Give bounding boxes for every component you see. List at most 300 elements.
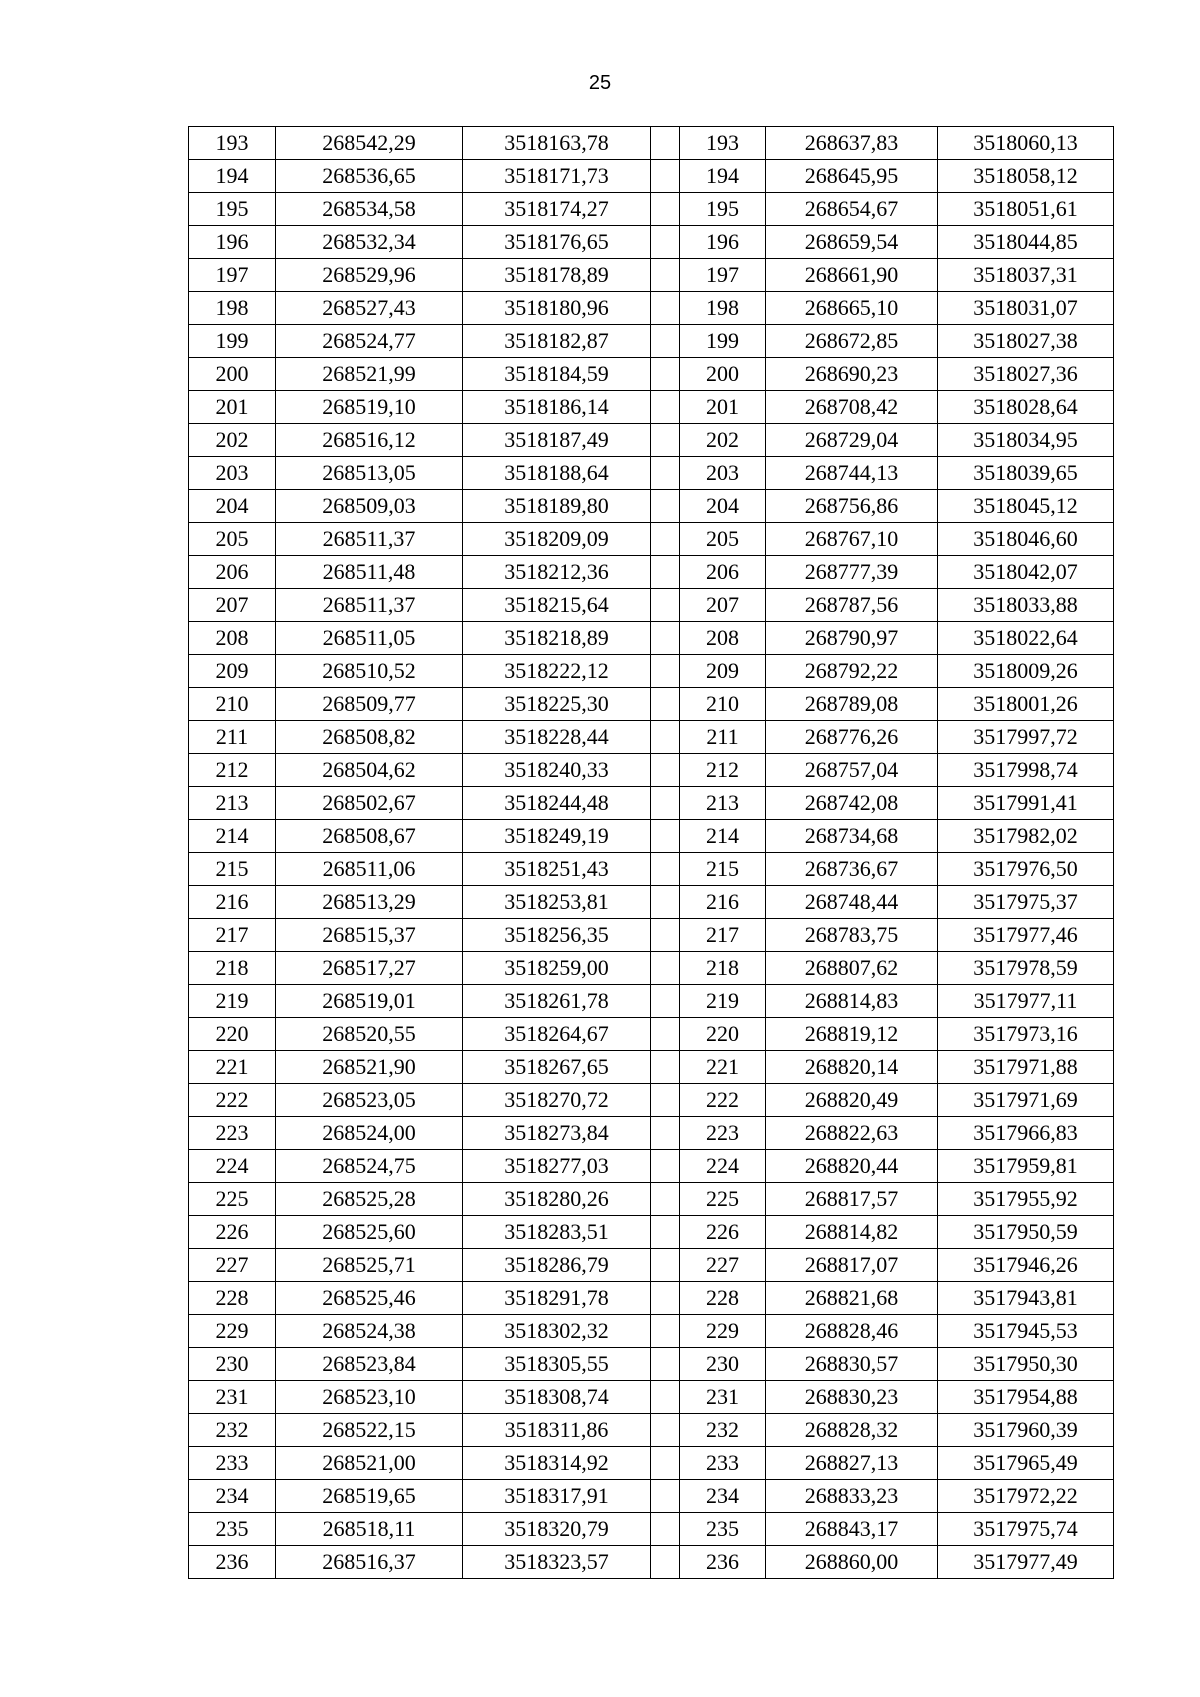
y-coordinate-right: 3517977,11 [938,985,1114,1018]
table-row [189,787,1114,820]
x-coordinate-left: 268522,15 [276,1414,463,1447]
y-coordinate-right: 3517982,02 [938,820,1114,853]
separator-cell [651,1315,680,1348]
point-number-right: 231 [680,1381,766,1414]
x-coordinate-right: 268756,86 [766,490,938,523]
x-coordinate-left: 268508,67 [276,820,463,853]
table-row [189,391,1114,424]
y-coordinate-right: 3518022,64 [938,622,1114,655]
y-coordinate-left: 3518256,35 [463,919,651,952]
x-coordinate-right: 268776,26 [766,721,938,754]
x-coordinate-left: 268509,77 [276,688,463,721]
table-row [189,1150,1114,1183]
y-coordinate-right: 3518044,85 [938,226,1114,259]
y-coordinate-right: 3517972,22 [938,1480,1114,1513]
x-coordinate-left: 268519,10 [276,391,463,424]
x-coordinate-right: 268820,14 [766,1051,938,1084]
x-coordinate-left: 268504,62 [276,754,463,787]
x-coordinate-left: 268525,71 [276,1249,463,1282]
x-coordinate-right: 268827,13 [766,1447,938,1480]
x-coordinate-left: 268525,46 [276,1282,463,1315]
separator-cell [651,754,680,787]
x-coordinate-left: 268525,28 [276,1183,463,1216]
separator-cell [651,1018,680,1051]
point-number-right: 235 [680,1513,766,1546]
table-row [189,919,1114,952]
point-number-left: 202 [189,424,276,457]
x-coordinate-left: 268534,58 [276,193,463,226]
x-coordinate-right: 268729,04 [766,424,938,457]
separator-cell [651,1216,680,1249]
x-coordinate-right: 268654,67 [766,193,938,226]
point-number-left: 222 [189,1084,276,1117]
y-coordinate-right: 3517950,59 [938,1216,1114,1249]
y-coordinate-right: 3517965,49 [938,1447,1114,1480]
table-row [189,1183,1114,1216]
y-coordinate-right: 3518028,64 [938,391,1114,424]
point-number-left: 204 [189,490,276,523]
table-row [189,226,1114,259]
table-row [189,1117,1114,1150]
y-coordinate-right: 3518060,13 [938,127,1114,160]
point-number-right: 193 [680,127,766,160]
point-number-right: 232 [680,1414,766,1447]
separator-cell [651,886,680,919]
y-coordinate-right: 3517975,37 [938,886,1114,919]
point-number-left: 236 [189,1546,276,1579]
point-number-right: 223 [680,1117,766,1150]
x-coordinate-left: 268513,05 [276,457,463,490]
x-coordinate-right: 268790,97 [766,622,938,655]
y-coordinate-left: 3518228,44 [463,721,651,754]
x-coordinate-right: 268742,08 [766,787,938,820]
point-number-left: 193 [189,127,276,160]
table-row [189,622,1114,655]
point-number-right: 215 [680,853,766,886]
x-coordinate-right: 268821,68 [766,1282,938,1315]
table-row [189,1249,1114,1282]
separator-cell [651,952,680,985]
y-coordinate-right: 3517976,50 [938,853,1114,886]
x-coordinate-left: 268529,96 [276,259,463,292]
point-number-right: 221 [680,1051,766,1084]
separator-cell [651,523,680,556]
point-number-right: 196 [680,226,766,259]
separator-cell [651,820,680,853]
table-row [189,886,1114,919]
y-coordinate-left: 3518277,03 [463,1150,651,1183]
y-coordinate-left: 3518253,81 [463,886,651,919]
y-coordinate-right: 3518046,60 [938,523,1114,556]
separator-cell [651,589,680,622]
y-coordinate-left: 3518273,84 [463,1117,651,1150]
point-number-right: 206 [680,556,766,589]
y-coordinate-right: 3518034,95 [938,424,1114,457]
y-coordinate-left: 3518311,86 [463,1414,651,1447]
separator-cell [651,1546,680,1579]
point-number-left: 209 [189,655,276,688]
y-coordinate-left: 3518323,57 [463,1546,651,1579]
point-number-right: 204 [680,490,766,523]
y-coordinate-left: 3518171,73 [463,160,651,193]
x-coordinate-right: 268817,07 [766,1249,938,1282]
separator-cell [651,556,680,589]
table-row [189,127,1114,160]
y-coordinate-right: 3517991,41 [938,787,1114,820]
point-number-right: 202 [680,424,766,457]
point-number-left: 211 [189,721,276,754]
table-row [189,358,1114,391]
table-row [189,457,1114,490]
x-coordinate-right: 268777,39 [766,556,938,589]
y-coordinate-left: 3518174,27 [463,193,651,226]
x-coordinate-left: 268511,05 [276,622,463,655]
x-coordinate-left: 268523,10 [276,1381,463,1414]
x-coordinate-right: 268659,54 [766,226,938,259]
point-number-right: 217 [680,919,766,952]
y-coordinate-right: 3517943,81 [938,1282,1114,1315]
y-coordinate-right: 3518051,61 [938,193,1114,226]
x-coordinate-right: 268672,85 [766,325,938,358]
x-coordinate-right: 268787,56 [766,589,938,622]
point-number-left: 205 [189,523,276,556]
table-row [189,1513,1114,1546]
x-coordinate-left: 268523,84 [276,1348,463,1381]
point-number-right: 195 [680,193,766,226]
table-row [189,820,1114,853]
separator-cell [651,622,680,655]
x-coordinate-right: 268820,49 [766,1084,938,1117]
x-coordinate-left: 268532,34 [276,226,463,259]
separator-cell [651,391,680,424]
y-coordinate-right: 3518009,26 [938,655,1114,688]
y-coordinate-left: 3518187,49 [463,424,651,457]
point-number-right: 208 [680,622,766,655]
separator-cell [651,193,680,226]
table-row [189,655,1114,688]
x-coordinate-left: 268524,00 [276,1117,463,1150]
x-coordinate-left: 268542,29 [276,127,463,160]
x-coordinate-right: 268783,75 [766,919,938,952]
point-number-right: 211 [680,721,766,754]
point-number-right: 234 [680,1480,766,1513]
point-number-left: 230 [189,1348,276,1381]
table-row [189,688,1114,721]
separator-cell [651,1348,680,1381]
x-coordinate-left: 268520,55 [276,1018,463,1051]
separator-cell [651,688,680,721]
x-coordinate-right: 268734,68 [766,820,938,853]
y-coordinate-left: 3518244,48 [463,787,651,820]
y-coordinate-left: 3518283,51 [463,1216,651,1249]
point-number-left: 210 [189,688,276,721]
x-coordinate-left: 268510,52 [276,655,463,688]
y-coordinate-left: 3518215,64 [463,589,651,622]
table-row [189,1282,1114,1315]
y-coordinate-right: 3518042,07 [938,556,1114,589]
separator-cell [651,1150,680,1183]
x-coordinate-left: 268516,37 [276,1546,463,1579]
x-coordinate-left: 268511,48 [276,556,463,589]
point-number-left: 220 [189,1018,276,1051]
y-coordinate-left: 3518302,32 [463,1315,651,1348]
x-coordinate-left: 268516,12 [276,424,463,457]
y-coordinate-right: 3517997,72 [938,721,1114,754]
table-row [189,325,1114,358]
table-row [189,1051,1114,1084]
x-coordinate-right: 268789,08 [766,688,938,721]
y-coordinate-right: 3518027,38 [938,325,1114,358]
x-coordinate-right: 268792,22 [766,655,938,688]
point-number-right: 198 [680,292,766,325]
separator-cell [651,1117,680,1150]
separator-cell [651,1282,680,1315]
y-coordinate-left: 3518317,91 [463,1480,651,1513]
y-coordinate-right: 3517977,46 [938,919,1114,952]
x-coordinate-left: 268502,67 [276,787,463,820]
table-row [189,589,1114,622]
y-coordinate-left: 3518286,79 [463,1249,651,1282]
table-row [189,193,1114,226]
table-row [189,1480,1114,1513]
x-coordinate-right: 268814,83 [766,985,938,1018]
point-number-left: 207 [189,589,276,622]
table-row [189,952,1114,985]
point-number-left: 228 [189,1282,276,1315]
point-number-left: 225 [189,1183,276,1216]
point-number-left: 219 [189,985,276,1018]
y-coordinate-right: 3518058,12 [938,160,1114,193]
point-number-right: 194 [680,160,766,193]
y-coordinate-right: 3518001,26 [938,688,1114,721]
separator-cell [651,853,680,886]
point-number-right: 218 [680,952,766,985]
separator-cell [651,160,680,193]
table-row [189,1414,1114,1447]
point-number-left: 215 [189,853,276,886]
x-coordinate-left: 268517,27 [276,952,463,985]
separator-cell [651,1447,680,1480]
separator-cell [651,259,680,292]
point-number-left: 232 [189,1414,276,1447]
x-coordinate-left: 268525,60 [276,1216,463,1249]
point-number-left: 206 [189,556,276,589]
x-coordinate-right: 268645,95 [766,160,938,193]
table-row [189,754,1114,787]
point-number-left: 217 [189,919,276,952]
x-coordinate-right: 268843,17 [766,1513,938,1546]
point-number-left: 200 [189,358,276,391]
y-coordinate-left: 3518280,26 [463,1183,651,1216]
table-row [189,721,1114,754]
y-coordinate-left: 3518176,65 [463,226,651,259]
table-row [189,160,1114,193]
y-coordinate-right: 3518039,65 [938,457,1114,490]
point-number-right: 214 [680,820,766,853]
point-number-right: 197 [680,259,766,292]
x-coordinate-left: 268521,00 [276,1447,463,1480]
y-coordinate-left: 3518184,59 [463,358,651,391]
y-coordinate-left: 3518209,09 [463,523,651,556]
y-coordinate-left: 3518218,89 [463,622,651,655]
point-number-right: 201 [680,391,766,424]
x-coordinate-left: 268521,99 [276,358,463,391]
separator-cell [651,985,680,1018]
x-coordinate-right: 268828,46 [766,1315,938,1348]
y-coordinate-left: 3518249,19 [463,820,651,853]
table-row [189,985,1114,1018]
coordinates-table-body [189,127,1114,1579]
separator-cell [651,1381,680,1414]
x-coordinate-left: 268511,06 [276,853,463,886]
x-coordinate-left: 268536,65 [276,160,463,193]
separator-cell [651,226,680,259]
point-number-right: 216 [680,886,766,919]
point-number-left: 201 [189,391,276,424]
table-row [189,259,1114,292]
table-row [189,1315,1114,1348]
x-coordinate-right: 268814,82 [766,1216,938,1249]
x-coordinate-right: 268819,12 [766,1018,938,1051]
point-number-left: 196 [189,226,276,259]
y-coordinate-right: 3518033,88 [938,589,1114,622]
y-coordinate-right: 3517971,88 [938,1051,1114,1084]
y-coordinate-right: 3517950,30 [938,1348,1114,1381]
separator-cell [651,721,680,754]
point-number-right: 224 [680,1150,766,1183]
x-coordinate-right: 268757,04 [766,754,938,787]
separator-cell [651,1414,680,1447]
separator-cell [651,292,680,325]
x-coordinate-right: 268830,57 [766,1348,938,1381]
x-coordinate-right: 268860,00 [766,1546,938,1579]
point-number-right: 213 [680,787,766,820]
y-coordinate-right: 3517945,53 [938,1315,1114,1348]
table-row [189,490,1114,523]
point-number-left: 223 [189,1117,276,1150]
x-coordinate-right: 268690,23 [766,358,938,391]
y-coordinate-left: 3518308,74 [463,1381,651,1414]
separator-cell [651,325,680,358]
x-coordinate-right: 268807,62 [766,952,938,985]
separator-cell [651,919,680,952]
y-coordinate-left: 3518270,72 [463,1084,651,1117]
x-coordinate-right: 268744,13 [766,457,938,490]
x-coordinate-left: 268519,65 [276,1480,463,1513]
y-coordinate-left: 3518186,14 [463,391,651,424]
point-number-left: 226 [189,1216,276,1249]
point-number-right: 222 [680,1084,766,1117]
y-coordinate-left: 3518182,87 [463,325,651,358]
y-coordinate-left: 3518225,30 [463,688,651,721]
x-coordinate-right: 268736,67 [766,853,938,886]
y-coordinate-right: 3517959,81 [938,1150,1114,1183]
x-coordinate-left: 268515,37 [276,919,463,952]
y-coordinate-left: 3518314,92 [463,1447,651,1480]
point-number-left: 229 [189,1315,276,1348]
x-coordinate-right: 268828,32 [766,1414,938,1447]
point-number-right: 230 [680,1348,766,1381]
y-coordinate-left: 3518180,96 [463,292,651,325]
separator-cell [651,1084,680,1117]
point-number-left: 197 [189,259,276,292]
point-number-left: 198 [189,292,276,325]
table-row [189,292,1114,325]
separator-cell [651,424,680,457]
table-row [189,523,1114,556]
y-coordinate-left: 3518291,78 [463,1282,651,1315]
x-coordinate-right: 268822,63 [766,1117,938,1150]
y-coordinate-right: 3517966,83 [938,1117,1114,1150]
point-number-right: 203 [680,457,766,490]
point-number-left: 208 [189,622,276,655]
y-coordinate-right: 3517954,88 [938,1381,1114,1414]
y-coordinate-right: 3518037,31 [938,259,1114,292]
point-number-left: 214 [189,820,276,853]
x-coordinate-left: 268511,37 [276,589,463,622]
y-coordinate-left: 3518264,67 [463,1018,651,1051]
x-coordinate-right: 268748,44 [766,886,938,919]
y-coordinate-right: 3517973,16 [938,1018,1114,1051]
x-coordinate-left: 268513,29 [276,886,463,919]
table-row [189,1381,1114,1414]
point-number-right: 236 [680,1546,766,1579]
y-coordinate-left: 3518305,55 [463,1348,651,1381]
point-number-right: 199 [680,325,766,358]
y-coordinate-left: 3518222,12 [463,655,651,688]
point-number-left: 231 [189,1381,276,1414]
point-number-left: 194 [189,160,276,193]
x-coordinate-right: 268833,23 [766,1480,938,1513]
point-number-right: 219 [680,985,766,1018]
point-number-left: 203 [189,457,276,490]
y-coordinate-left: 3518188,64 [463,457,651,490]
coordinates-table [188,126,1114,1579]
x-coordinate-left: 268508,82 [276,721,463,754]
x-coordinate-left: 268519,01 [276,985,463,1018]
x-coordinate-right: 268665,10 [766,292,938,325]
x-coordinate-left: 268511,37 [276,523,463,556]
y-coordinate-left: 3518212,36 [463,556,651,589]
y-coordinate-right: 3517975,74 [938,1513,1114,1546]
x-coordinate-left: 268524,75 [276,1150,463,1183]
point-number-left: 233 [189,1447,276,1480]
x-coordinate-left: 268523,05 [276,1084,463,1117]
y-coordinate-left: 3518320,79 [463,1513,651,1546]
point-number-left: 227 [189,1249,276,1282]
point-number-right: 200 [680,358,766,391]
y-coordinate-left: 3518261,78 [463,985,651,1018]
y-coordinate-right: 3518031,07 [938,292,1114,325]
y-coordinate-right: 3518027,36 [938,358,1114,391]
y-coordinate-left: 3518259,00 [463,952,651,985]
x-coordinate-left: 268509,03 [276,490,463,523]
y-coordinate-right: 3517960,39 [938,1414,1114,1447]
point-number-right: 220 [680,1018,766,1051]
point-number-right: 227 [680,1249,766,1282]
point-number-right: 212 [680,754,766,787]
page-number: 25 [588,72,612,94]
table-row [189,1018,1114,1051]
point-number-right: 205 [680,523,766,556]
point-number-left: 218 [189,952,276,985]
x-coordinate-right: 268767,10 [766,523,938,556]
y-coordinate-right: 3517977,49 [938,1546,1114,1579]
x-coordinate-left: 268527,43 [276,292,463,325]
separator-cell [651,490,680,523]
table-row [189,424,1114,457]
x-coordinate-right: 268661,90 [766,259,938,292]
